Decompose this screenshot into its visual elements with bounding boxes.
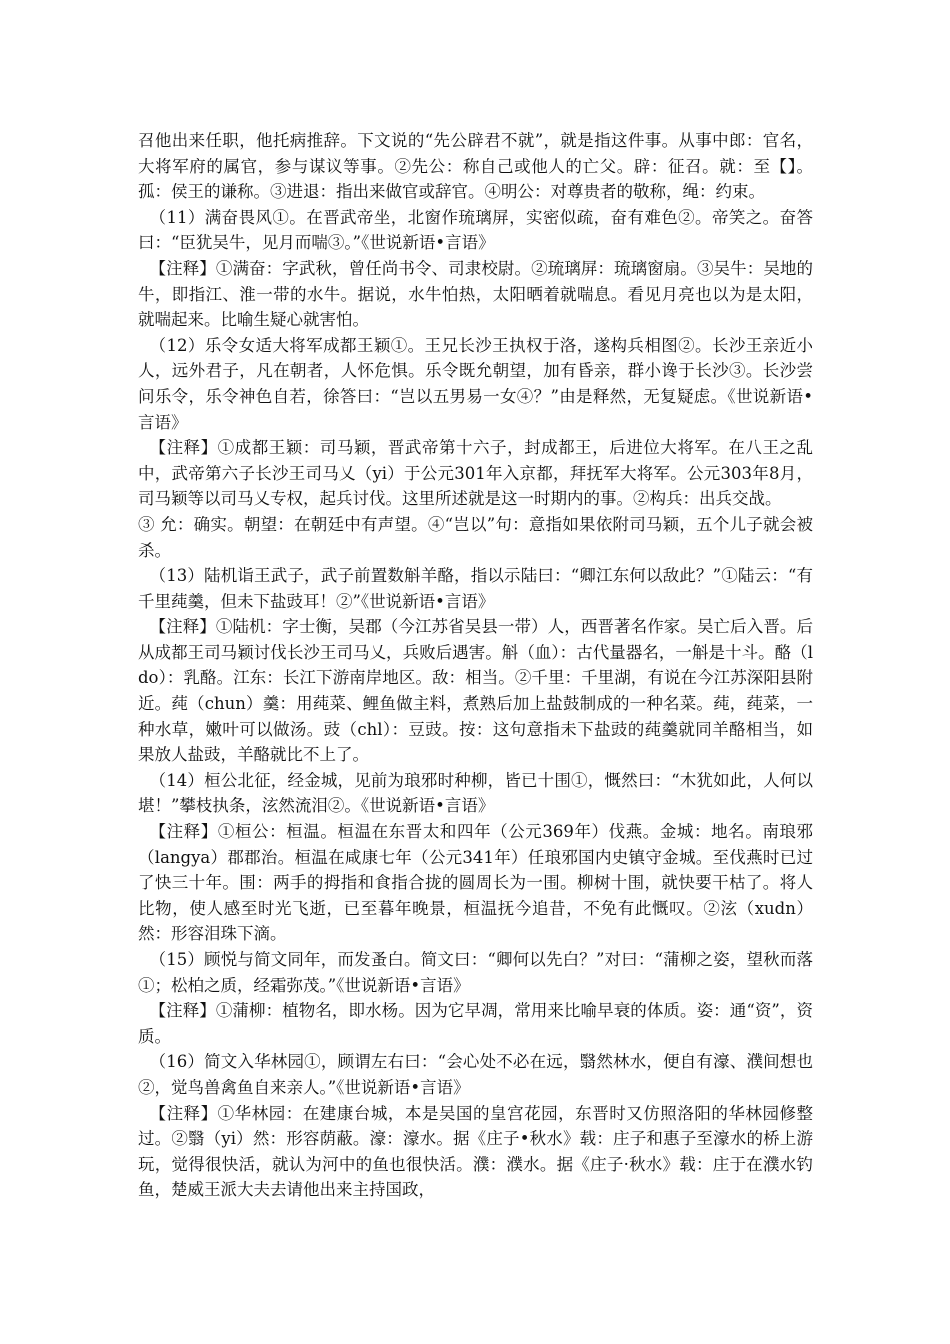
paragraph-14: 【注释】①华林园：在建康台城，本是吴国的皇宫花园，东晋时又仿照洛阳的华林园修整过。②翳（yi）然：形容荫蔽。濠：濠水。据《庄子•秋水》载：庄子和惠子至濠水的桥上游玩，觉得很快活，就认为河中的鱼也很快活。濮：濮水。据《庄子·秋水》载：庄于在濮水钓鱼，楚威王派大夫去请他出来主持国政， — [138, 1103, 813, 1200]
paragraph-10: 【注释】①桓公：桓温。桓温在东晋太和四年（公元369年）伐燕。金城：地名。南琅邪（langya）郡郡治。桓温在咸康七年（公元341年）任琅邪国内史镇守金城。至伐燕时已过了快三十年。围：两手的拇指和食指合拢的圆周长为一围。柳树十围，就快要干枯了。将人比物，使人感至时光飞逝，已至暮年晚景，桓温抚今追昔，不免有此慨叹。②泫（xudn）然：形容泪珠下滴。 — [138, 822, 813, 944]
paragraph-2: （11）满奋畏风①。在晋武帝坐，北窗作琉璃屏，实密似疏，奋有难色②。帝笑之。奋答曰：“臣犹吴牛，见月而喘③。”《世说新语•言语》 — [138, 207, 813, 253]
paragraph-8: 【注释】①陆机：字士衡，吴郡（今江苏省吴县一带）人，西晋著名作家。吴亡后入晋。后从成都王司马颖讨伐长沙王司马乂，兵败后遇害。斛（血）：古代量器名，一斛是十斗。酪（ldo）：乳酪。江东：长江下游南岸地区。敌：相当。②千里：千里湖，有说在今江苏深阳县附近。莼（chun）羹：用莼菜、鲤鱼做主料，煮熟后加上盐鼓制成的一种名菜。莼，莼菜，一种水草，嫩叶可以做汤。豉（chl）：豆豉。按：这句意指未下盐豉的莼羹就同羊酪相当，如果放人盐豉，羊酪就比不上了。 — [138, 617, 813, 765]
document-page — [138, 128, 813, 1203]
paragraph-3: 【注释】①满奋：字武秋，曾任尚书令、司隶校尉。②琉璃屏：琉璃窗扇。③吴牛：吴地的牛，即指江、淮一带的水牛。据说，水牛怕热，太阳晒着就喘息。看见月亮也以为是太阳，就喘起来。比喻生疑心就害怕。 — [138, 258, 813, 330]
paragraph-12: 【注释】①蒲柳：植物名，即水杨。因为它早凋，常用来比喻早衰的体质。姿：通“资”，资质。 — [138, 1001, 813, 1046]
paragraph-4: （12）乐令女适大将军成都王颖①。王兄长沙王执权于洛，遂构兵相图②。长沙王亲近小人，远外君子，凡在朝者，人怀危惧。乐令既允朝望，加有昏亲，群小谗于长沙③。长沙尝问乐令，乐令神色自若，徐答曰：“岂以五男易一女④？”由是释然，无复疑虑。《世说新语•言语》 — [138, 335, 813, 432]
paragraph-11: （15）顾悦与简文同年，而发蚤白。简文曰：“卿何以先白？”对曰：“蒲柳之姿，望秋而落①；松柏之质，经霜弥茂。”《世说新语•言语》 — [138, 950, 813, 995]
paragraph-9: （14）桓公北征，经金城，见前为琅邪时种柳，皆已十围①，慨然曰：“木犹如此，人何以堪！”攀枝执条，泫然流泪②。《世说新语•言语》 — [138, 770, 813, 816]
paragraph-6: ③ 允：确实。朝望：在朝廷中有声望。④“岂以”句：意指如果依附司马颖，五个儿子就会被杀。 — [138, 514, 813, 560]
paragraph-1: 召他出来任职，他托病推辞。下文说的“先公辟君不就”，就是指这件事。从事中郎：官名，大将军府的属官，参与谋议等事。②先公：称自己或他人的亡父。辟：征召。就：至【】。孤：侯王的谦称。③进退：指出来做官或辞官。④明公：对尊贵者的敬称，绳：约束。 — [138, 131, 813, 202]
paragraph-5: 【注释】①成都王颖：司马颖，晋武帝第十六子，封成都王，后进位大将军。在八王之乱中，武帝第六子长沙王司马乂（yi）于公元301年入京都，拜抚军大将军。公元303年8月，司马颖等以司马乂专权，起兵讨伐。这里所述就是这一时期内的事。②构兵：出兵交战。 — [138, 438, 813, 509]
paragraph-13: （16）简文入华林园①，顾谓左右曰：“会心处不必在远，翳然林水，便自有濠、濮间想也②，觉鸟兽禽鱼自来亲人。”《世说新语•言语》 — [138, 1052, 813, 1097]
paragraph-7: （13）陆机诣王武子，武子前置数斛羊酪，指以示陆曰：“卿江东何以敌此？”①陆云：“有千里莼羹，但未下盐豉耳！②”《世说新语•言语》 — [138, 566, 813, 611]
